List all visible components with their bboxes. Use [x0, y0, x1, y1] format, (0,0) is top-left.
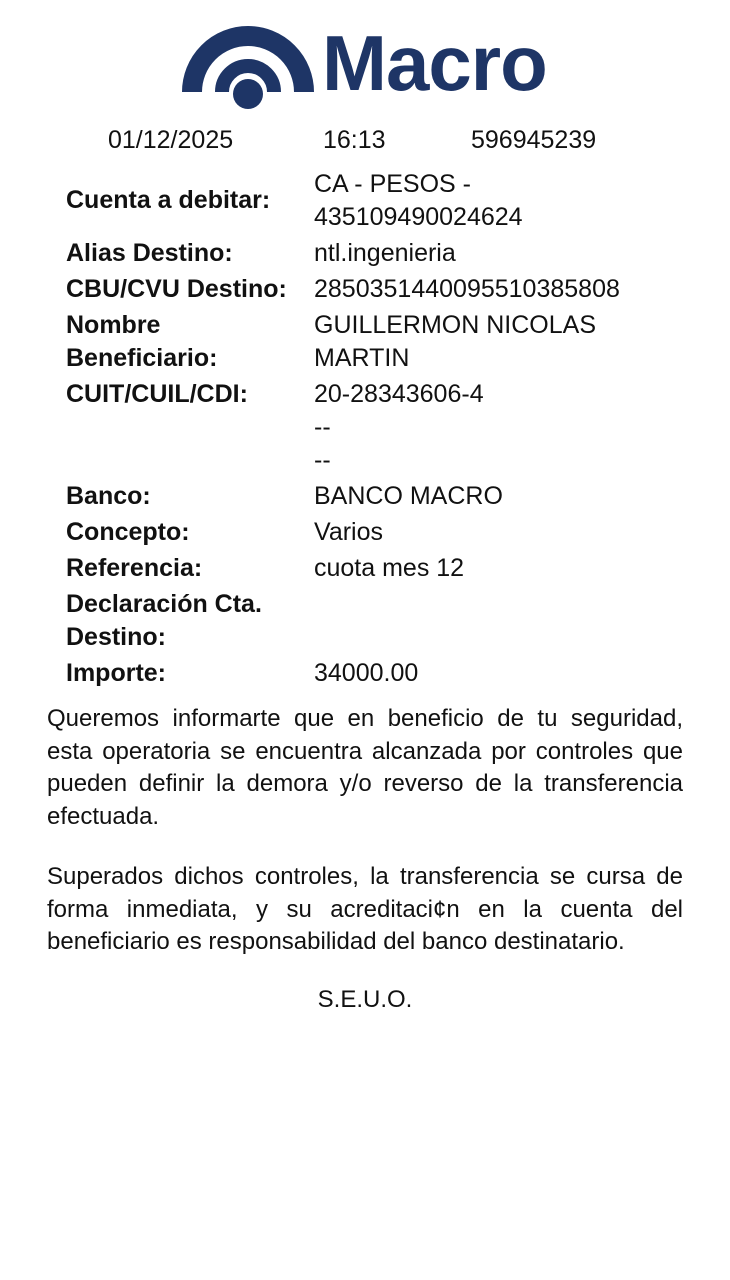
detail-row-reference	[66, 552, 706, 585]
detail-label: CBU/CVU Destino:	[66, 275, 287, 303]
detail-label: Referencia:	[66, 554, 203, 582]
seuo-footer: S.E.U.O.	[317, 986, 413, 1013]
detail-value: CA - PESOS - 435109490024624	[314, 170, 523, 231]
detail-row-amount	[66, 657, 706, 690]
detail-label: Cuenta a debitar:	[66, 186, 271, 214]
detail-label: CUIT/CUIL/CDI:	[66, 380, 248, 408]
detail-row-beneficiary	[66, 309, 706, 375]
detail-label: Alias Destino:	[66, 239, 233, 267]
detail-row-concept	[66, 516, 706, 549]
operation-number: 596945239	[471, 126, 597, 154]
transaction-date: 01/12/2025	[108, 126, 234, 154]
detail-value	[314, 588, 706, 654]
brand-name: Macro	[322, 19, 547, 107]
detail-value: GUILLERMON NICOLAS MARTIN	[314, 311, 597, 372]
detail-row-alias	[66, 237, 706, 270]
transfer-details	[66, 168, 706, 693]
detail-label: Banco:	[66, 482, 151, 510]
detail-value: Varios	[314, 518, 384, 546]
detail-row-cbu	[66, 273, 706, 306]
detail-label: Concepto:	[66, 518, 190, 546]
detail-value: ntl.ingenieria	[314, 239, 456, 267]
macro-logo	[182, 19, 562, 112]
detail-value: BANCO MACRO	[314, 482, 503, 510]
detail-label: Importe:	[66, 659, 166, 687]
transaction-time: 16:13	[323, 126, 386, 154]
detail-row-bank	[66, 480, 706, 513]
detail-value: cuota mes 12	[314, 554, 465, 582]
detail-value: 2850351440095510385808	[314, 275, 620, 303]
disclaimer-paragraph-credit: Superados dichos controles, la transferencia se cursa de forma inmediata, y su acreditaci¢n en la cuenta del beneficiario es responsabilidad del banco destinatario.	[47, 863, 683, 955]
detail-row-cuit	[66, 378, 706, 477]
disclaimer-paragraph-security: Queremos informarte que en beneficio de tu seguridad, esta operatoria se encuentra alcanzada por controles que pueden definir la demora y/o reverso de la transferencia efectuada.	[47, 705, 683, 830]
detail-row-declaration	[66, 588, 706, 654]
macro-logo-icon	[182, 22, 314, 110]
detail-value: 34000.00	[314, 659, 419, 687]
detail-label: Declaración Cta. Destino:	[66, 590, 262, 651]
transaction-meta	[0, 122, 730, 158]
detail-row-account	[66, 168, 706, 234]
detail-value: 20-28343606-4 -- --	[314, 380, 484, 474]
detail-label: Nombre Beneficiario:	[66, 311, 218, 372]
